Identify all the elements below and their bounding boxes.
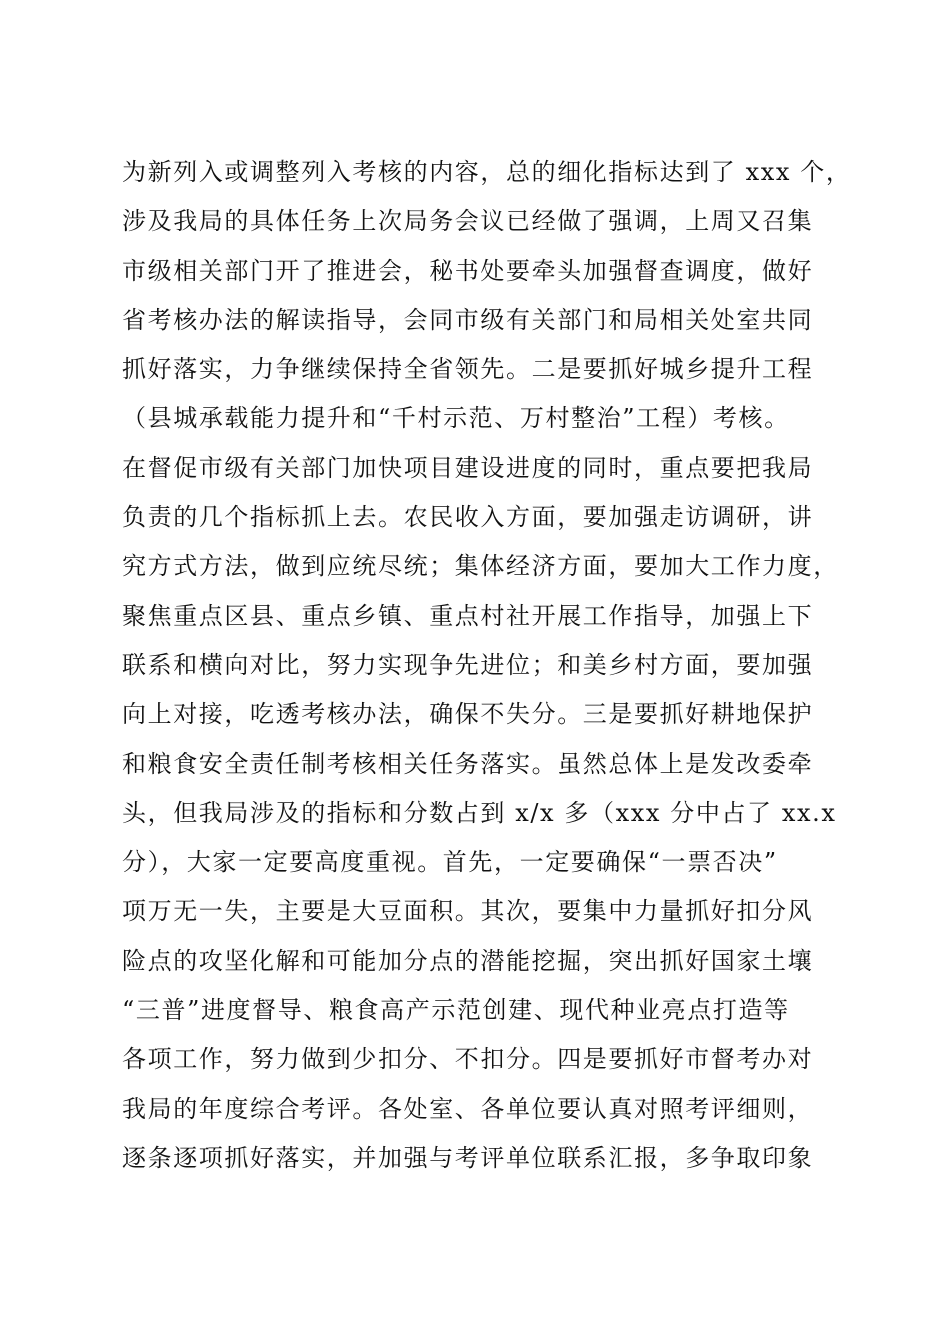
text-line: 项万无一失，主要是大豆面积。其次，要集中力量抓好扣分风	[122, 897, 814, 926]
text-line: 我局的年度综合考评。各处室、各单位要认真对照考评细则，	[122, 1094, 814, 1123]
body-text	[122, 148, 852, 1183]
text-line: 究方式方法，做到应统尽统；集体经济方面，要加大工作力度，	[122, 552, 839, 581]
text-line: 省考核办法的解读指导，会同市级有关部门和局相关处室共同	[122, 305, 814, 334]
text-line: 和粮食安全责任制考核相关任务落实。虽然总体上是发改委牵	[122, 749, 814, 778]
text-line: 为新列入或调整列入考核的内容，总的细化指标达到了 xxx 个，	[122, 158, 852, 186]
text-line: 险点的攻坚化解和可能加分点的潜能挖掘，突出抓好国家土壤	[122, 946, 814, 975]
text-line: 头，但我局涉及的指标和分数占到 x/x 多（xxx 分中占了 xx.x	[122, 798, 837, 827]
text-line: 市级相关部门开了推进会，秘书处要牵头加强督查调度，做好	[122, 256, 814, 285]
text-line: 各项工作，努力做到少扣分、不扣分。四是要抓好市督考办对	[122, 1045, 814, 1074]
text-line: 联系和横向对比，努力实现争先进位；和美乡村方面，要加强	[122, 650, 814, 679]
text-line: 向上对接，吃透考核办法，确保不失分。三是要抓好耕地保护	[122, 700, 814, 729]
text-line: 逐条逐项抓好落实，并加强与考评单位联系汇报，多争取印象	[122, 1143, 814, 1172]
text-line: 负责的几个指标抓上去。农民收入方面，要加强走访调研，讲	[122, 503, 814, 532]
text-line: 抓好落实，力争继续保持全省领先。二是要抓好城乡提升工程	[122, 355, 814, 384]
text-line: 聚焦重点区县、重点乡镇、重点村社开展工作指导，加强上下	[122, 601, 814, 630]
text-line: （县城承载能力提升和“千村示范、万村整治”工程）考核。	[122, 404, 790, 433]
text-line: 分），大家一定要高度重视。首先，一定要确保“一票否决”	[122, 848, 778, 877]
text-line: 在督促市级有关部门加快项目建设进度的同时，重点要把我局	[122, 453, 814, 482]
text-line: 涉及我局的具体任务上次局务会议已经做了强调，上周又召集	[122, 207, 814, 236]
text-line: “三普”进度督导、粮食高产示范创建、现代种业亮点打造等	[122, 996, 790, 1025]
